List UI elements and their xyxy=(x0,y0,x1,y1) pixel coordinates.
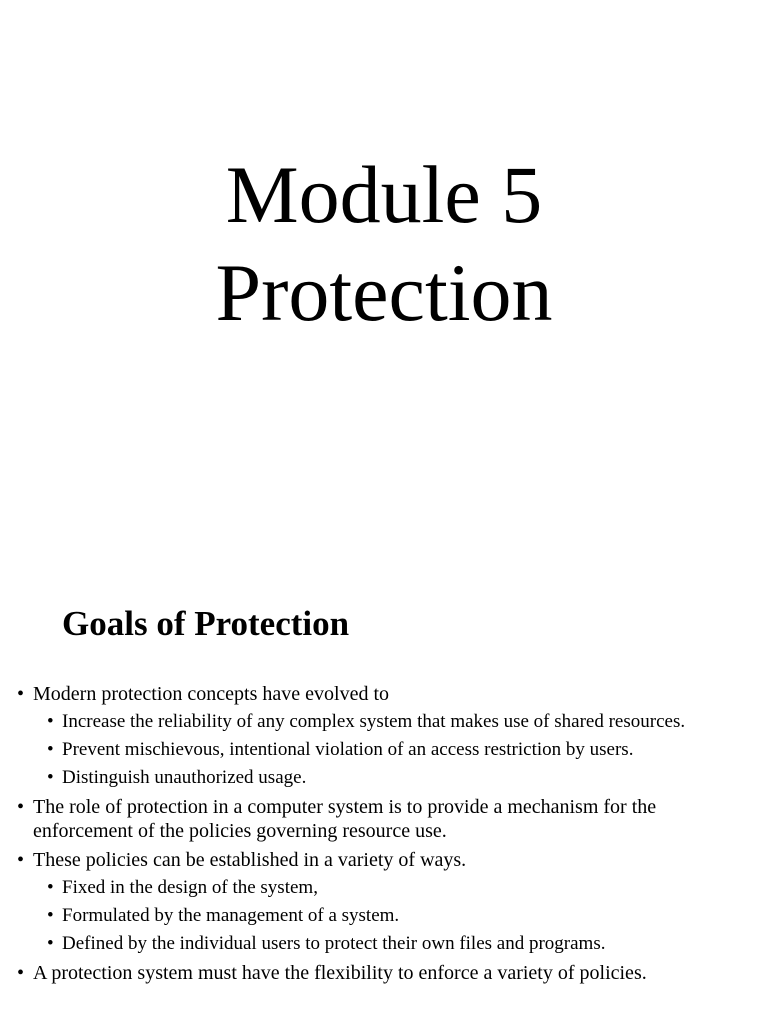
bullet-marker: • xyxy=(17,962,25,984)
bullet-item xyxy=(0,961,768,985)
slide-title-line-2: Protection xyxy=(215,247,553,338)
bullet-text: Modern protection concepts have evolved to xyxy=(33,683,389,705)
bullet-item xyxy=(0,848,768,872)
slide-title xyxy=(0,146,768,342)
bullet-text: The role of protection in a computer system is to provide a mechanism for the enforcement of the policies governing resource use. xyxy=(33,796,657,842)
sub-bullet-item xyxy=(0,904,768,928)
bullet-marker: • xyxy=(17,683,25,705)
bullet-item xyxy=(0,682,768,706)
sub-bullet-text: Fixed in the design of the system, xyxy=(62,877,318,898)
bullet-text: These policies can be established in a variety of ways. xyxy=(33,849,467,871)
sub-bullet-item xyxy=(0,766,768,790)
sub-bullet-item xyxy=(0,876,768,900)
bullet-item xyxy=(0,795,768,843)
bullet-text: A protection system must have the flexibility to enforce a variety of policies. xyxy=(33,962,647,984)
sub-bullet-marker: • xyxy=(47,933,54,954)
sub-bullet-text: Prevent mischievous, intentional violation of an access restriction by users. xyxy=(62,739,634,760)
sub-bullet-text: Defined by the individual users to protect their own files and programs. xyxy=(62,933,606,954)
sub-bullet-item xyxy=(0,932,768,956)
sub-bullet-text: Distinguish unauthorized usage. xyxy=(62,767,307,788)
sub-bullet-marker: • xyxy=(47,711,54,732)
sub-bullet-marker: • xyxy=(47,905,54,926)
sub-bullet-item xyxy=(0,738,768,762)
section-heading: Goals of Protection xyxy=(62,604,350,643)
sub-bullet-marker: • xyxy=(47,767,54,788)
bullet-marker: • xyxy=(17,796,25,818)
sub-bullet-marker: • xyxy=(47,877,54,898)
bullet-list xyxy=(0,682,768,985)
bullet-marker: • xyxy=(17,849,25,871)
sub-bullet-text: Formulated by the management of a system. xyxy=(62,905,400,926)
slide-title-line-1: Module 5 xyxy=(225,149,543,240)
sub-bullet-item xyxy=(0,710,768,734)
sub-bullet-marker: • xyxy=(47,739,54,760)
sub-bullet-text: Increase the reliability of any complex system that makes use of shared resources. xyxy=(62,711,686,732)
